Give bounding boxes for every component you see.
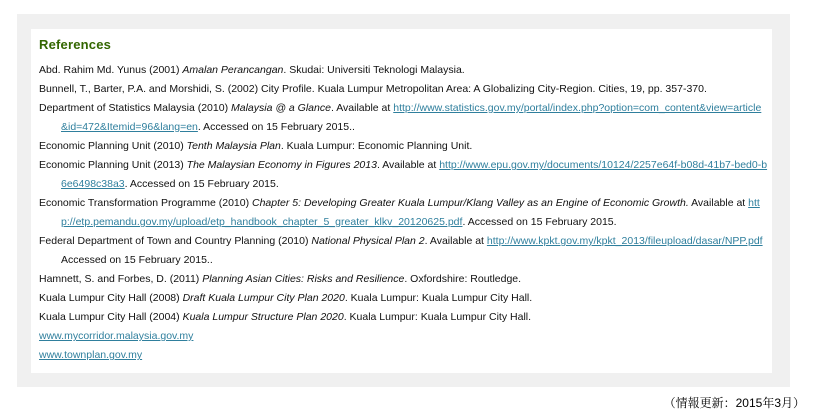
reference-item <box>39 232 768 270</box>
reference-text: Abd. Rahim Md. Yunus (2001) <box>39 64 183 76</box>
reference-item <box>39 156 768 194</box>
reference-text: Chapter 5: Developing Greater Kuala Lumpur/Klang Valley as an Engine of Economic Growth. <box>252 197 689 209</box>
reference-text: Draft Kuala Lumpur City Plan 2020 <box>182 292 345 304</box>
reference-link[interactable]: www.mycorridor.malaysia.gov.my <box>39 330 194 342</box>
reference-link[interactable]: http://www.kpkt.gov.my/kpkt_2013/fileupload/dasar/NPP.pdf <box>486 235 763 247</box>
reference-item <box>39 61 768 80</box>
reference-text: Accessed on 15 February 2015.. <box>61 254 213 266</box>
reference-item <box>39 99 768 137</box>
reference-item <box>39 80 768 99</box>
content-panel <box>17 14 790 387</box>
reference-text: . Available at <box>424 235 487 247</box>
reference-item <box>39 137 768 156</box>
reference-link[interactable]: http://www.statistics.gov.my/portal/index.php?option=com_content&view=article&id=472&Itemid=96&lang=en <box>61 102 762 133</box>
reference-text: National Physical Plan 2 <box>311 235 425 247</box>
reference-text: Kuala Lumpur City Hall (2004) <box>39 311 183 323</box>
reference-text: . Available at <box>376 159 440 171</box>
reference-text: Economic Transformation Programme (2010) <box>39 197 252 209</box>
reference-text: . Available at <box>330 102 394 114</box>
reference-text: Hamnett, S. and Forbes, D. (2011) <box>39 273 203 285</box>
reference-text: Federal Department of Town and Country Planning (2010) <box>39 235 312 247</box>
reference-item <box>39 327 768 346</box>
reference-list <box>39 61 768 365</box>
reference-link[interactable]: www.townplan.gov.my <box>39 349 143 361</box>
reference-text: Economic Planning Unit (2013) <box>39 159 187 171</box>
reference-text: . Accessed on 15 February 2015. <box>462 216 617 228</box>
reference-item <box>39 270 768 289</box>
update-note: （情報更新：2015年3月） <box>663 396 805 409</box>
references-heading: References <box>39 37 112 52</box>
content-area <box>31 29 772 373</box>
reference-link[interactable]: http://etp.pemandu.gov.my/upload/etp_handbook_chapter_5_greater_klkv_20120625.pdf <box>61 197 760 228</box>
reference-item <box>39 346 768 365</box>
reference-text: Available at <box>688 197 749 209</box>
reference-text: Department of Statistics Malaysia (2010) <box>39 102 231 114</box>
reference-text: . Kuala Lumpur: Kuala Lumpur City Hall. <box>343 311 532 323</box>
reference-item <box>39 289 768 308</box>
reference-text: Economic Planning Unit (2010) <box>39 140 187 152</box>
reference-text: . Accessed on 15 February 2015. <box>124 178 279 190</box>
reference-item <box>39 194 768 232</box>
reference-text: . Skudai: Universiti Teknologi Malaysia. <box>283 64 465 76</box>
reference-text: Tenth Malaysia Plan <box>186 140 281 152</box>
reference-item <box>39 308 768 327</box>
reference-text: Malaysia @ a Glance <box>231 102 331 114</box>
reference-text: . Accessed on 15 February 2015.. <box>197 121 355 133</box>
reference-text: . Kuala Lumpur: Economic Planning Unit. <box>280 140 473 152</box>
reference-text: Kuala Lumpur Structure Plan 2020 <box>182 311 344 323</box>
reference-text: Kuala Lumpur City Hall (2008) <box>39 292 183 304</box>
reference-text: Bunnell, T., Barter, P.A. and Morshidi, S. (2002) City Profile. Kuala Lumpur Metropolitan Area: A Globalizing City-Region. Cities, 19, pp. 357-370. <box>39 83 707 95</box>
reference-link[interactable]: http://www.epu.gov.my/documents/10124/2257e64f-b08d-41b7-bed0-b6e6498c38a3 <box>61 159 768 190</box>
reference-text: Planning Asian Cities: Risks and Resilience <box>202 273 405 285</box>
reference-text: Amalan Perancangan <box>182 64 284 76</box>
reference-text: . Oxfordshire: Routledge. <box>404 273 522 285</box>
reference-text: The Malaysian Economy in Figures 2013 <box>186 159 377 171</box>
reference-text: . Kuala Lumpur: Kuala Lumpur City Hall. <box>344 292 533 304</box>
